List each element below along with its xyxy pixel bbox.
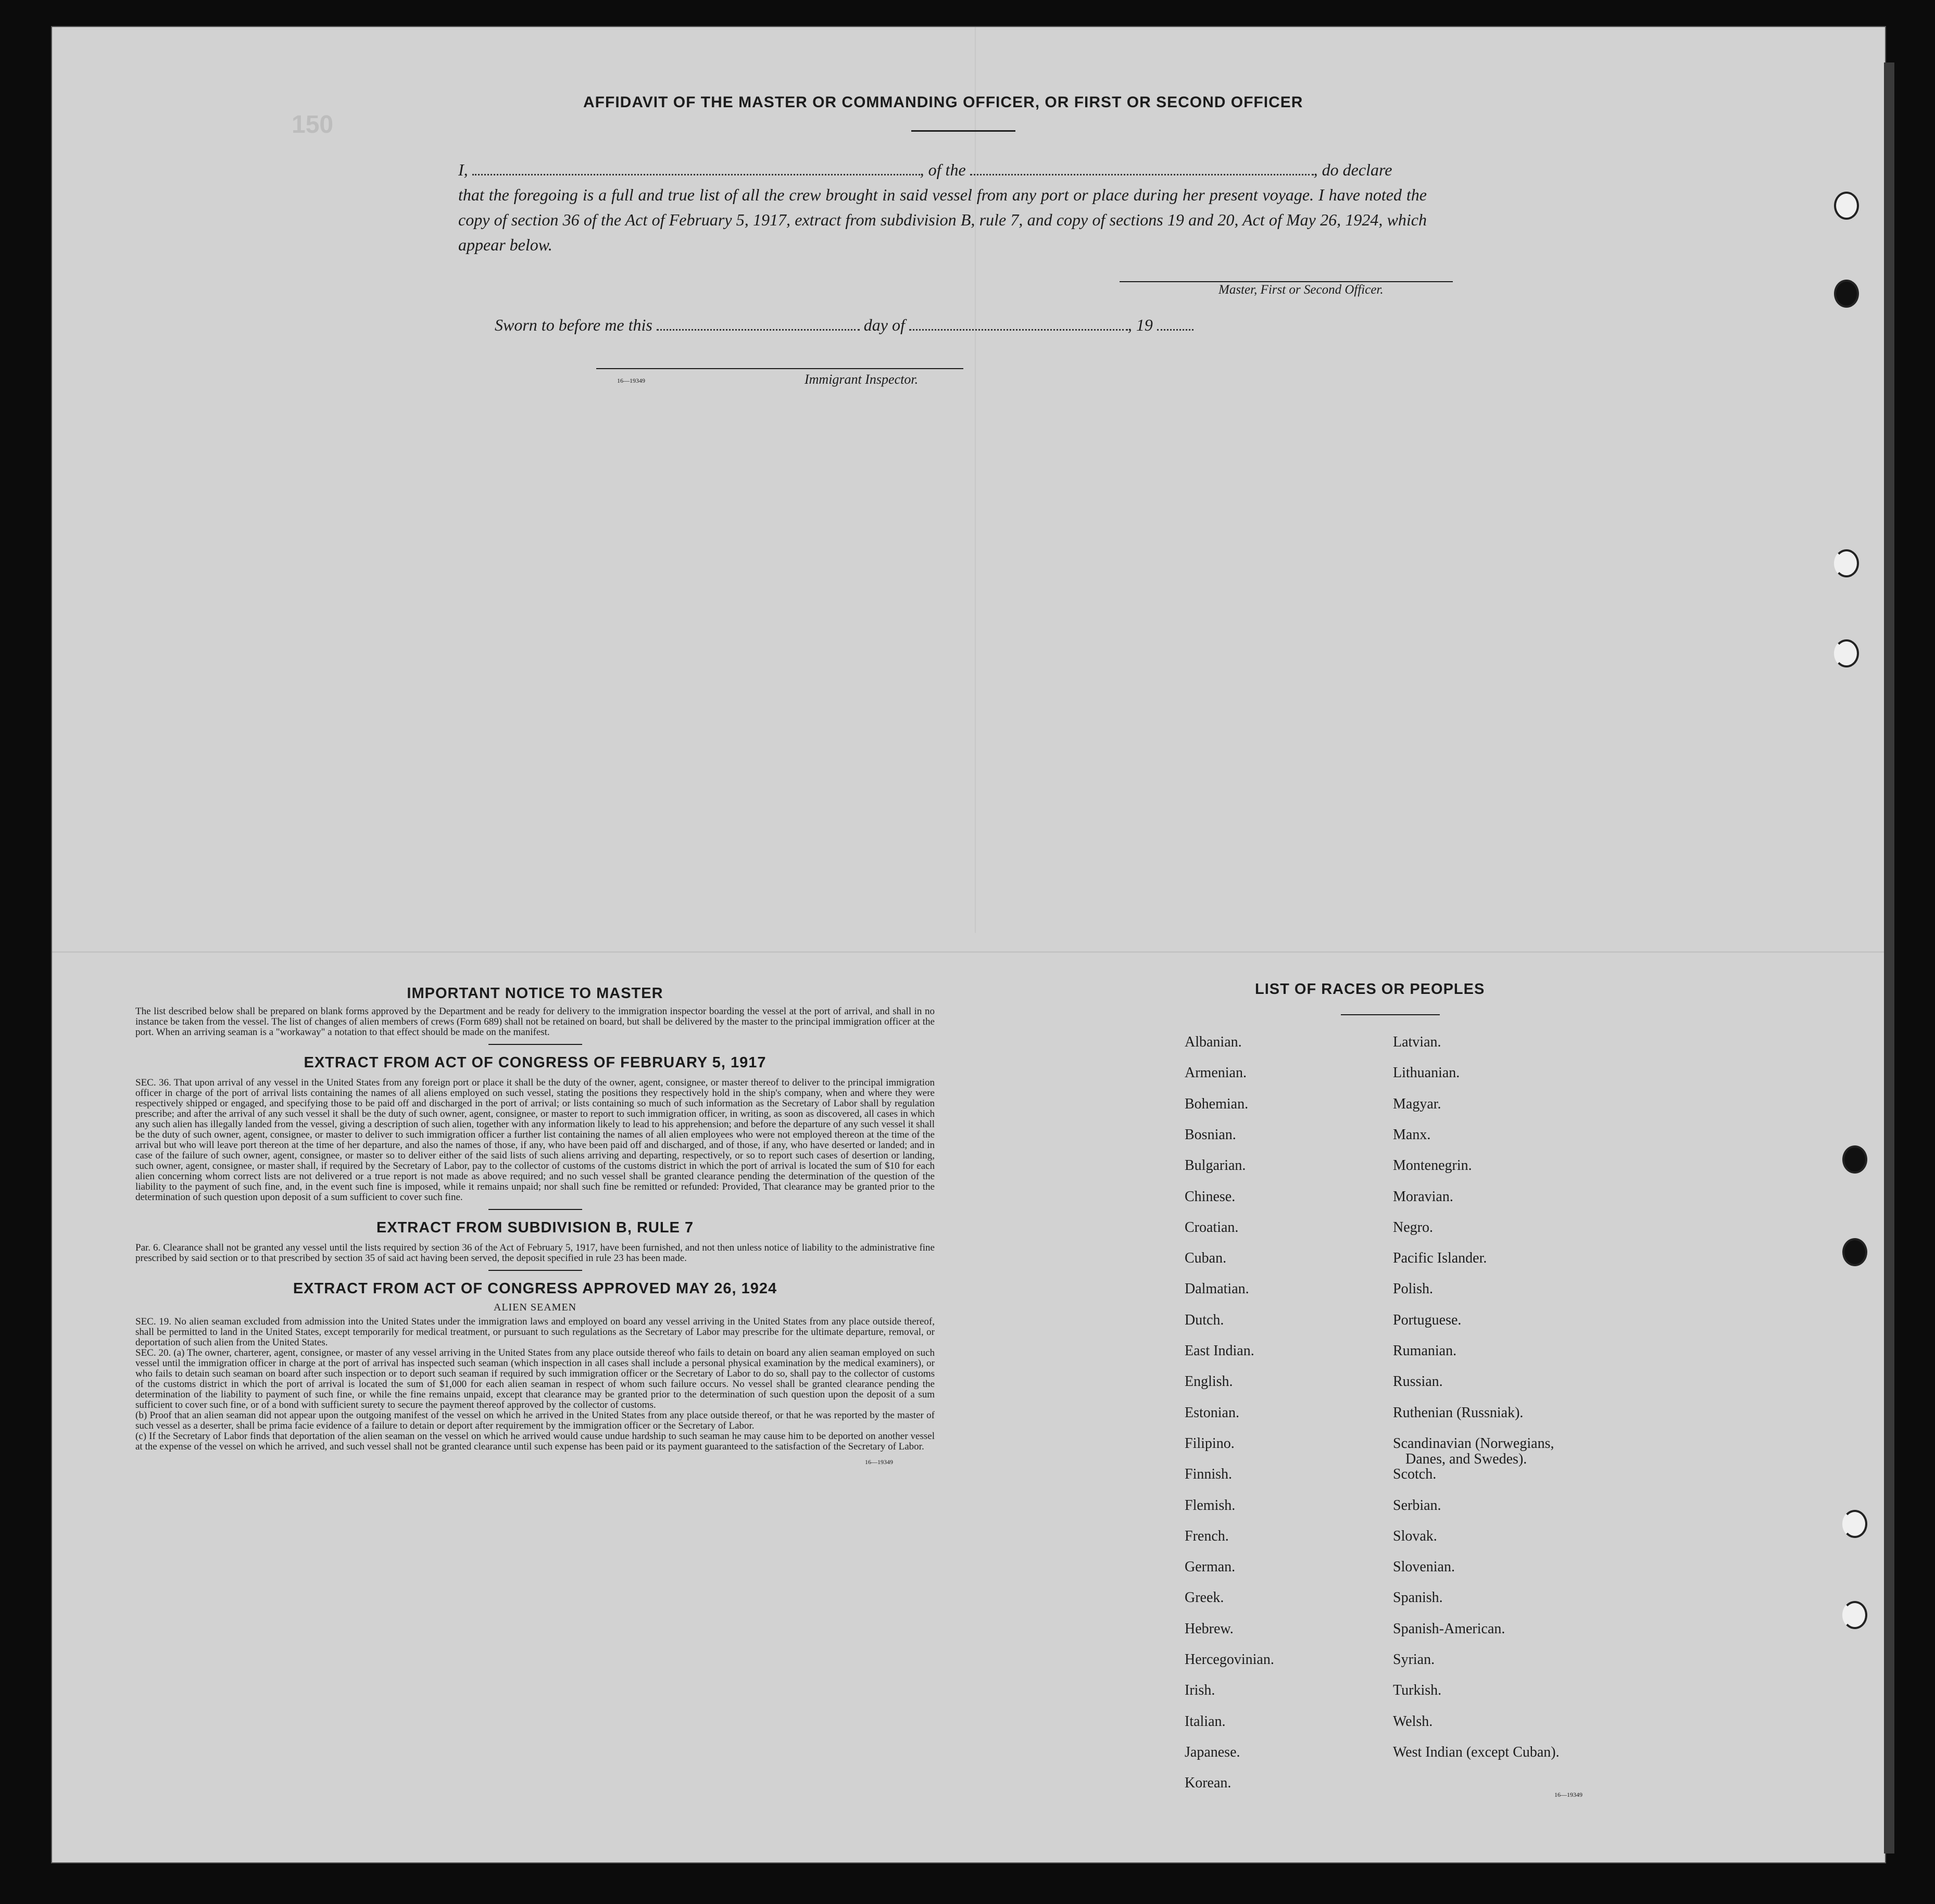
race-item: Serbian. (1393, 1497, 1441, 1514)
binding-hole-icon (1834, 639, 1859, 667)
sec20a-text: SEC. 20. (a) The owner, charterer, agent, consignee, or master of any vessel arriving in the United States from any place outside thereof who fails to detain on board any alien seaman employed on such vessel until the immigration officer in charge at the port of arrival has inspected such seaman (which inspection in all cases shall include a personal physical examination by the medical examiners), or who fails to detain such seaman on board after such inspection or to deport such seaman if required by such immigration officer or the Secretary of Labor to do so, shall pay to the collector of customs of the customs district in which the port of arrival is located the sum of $1,000 for each alien seaman in respect of whom such failure occurs. No vessel shall be granted clearance pending the determination of the liability to payment of such fine, or while the fine remains unpaid, except that clearance may be granted prior to the determination of such question upon the deposit of a sum sufficient to cover such fine, or of a bond with sufficient surety to secure the payment thereof approved by the collector of customs. (135, 1347, 935, 1410)
race-item: Cuban. (1185, 1250, 1227, 1267)
race-item: Russian. (1393, 1373, 1443, 1390)
sworn-month-field[interactable] (909, 313, 1128, 331)
race-item: Bohemian. (1185, 1095, 1249, 1112)
extract-1924-subtitle: ALIEN SEAMEN (493, 1302, 577, 1313)
declare-line-start: I, (458, 160, 468, 179)
race-item: French. (1185, 1528, 1229, 1544)
sworn-start: Sworn to before me this (495, 316, 652, 334)
race-item: Lithuanian. (1393, 1065, 1460, 1081)
extract-1917-rule (488, 1209, 582, 1210)
race-item: Japanese. (1185, 1744, 1240, 1760)
races-title: LIST OF RACES OR PEOPLES (1255, 981, 1485, 998)
race-item: Rumanian. (1393, 1343, 1457, 1359)
race-item: Portuguese. (1393, 1312, 1462, 1328)
race-item: Chinese. (1185, 1188, 1236, 1205)
notice-body: The list described below shall be prepared on blank forms approved by the Department and be ready for delivery to the immigration inspector boarding the vessel at the port of arrival, and shall in no instance be taken from the vessel. The list of changes of alien members of crews (Form 689) shall not be retained on board, but shall be delivered by the master to the principal immigration officer at the port. When an arriving seaman is a "workaway" a notation to that effect should be made on the manifest. (135, 1006, 935, 1038)
declare-line-mid: , of the (920, 160, 966, 179)
extract-form-number: 16—19349 (865, 1458, 893, 1466)
race-item: German. (1185, 1559, 1236, 1575)
inspector-label: Immigrant Inspector. (805, 372, 919, 387)
sworn-year-label: , 19 (1127, 316, 1153, 334)
title-rule (911, 130, 1015, 132)
race-item: Filipino. (1185, 1435, 1235, 1452)
races-form-number: 16—19349 (1554, 1791, 1582, 1798)
affidavit-declaration (458, 157, 1427, 257)
inspector-line[interactable] (596, 368, 963, 369)
affidavit-title: AFFIDAVIT OF THE MASTER OR COMMANDING OFFICER, OR FIRST OR SECOND OFFICER (583, 94, 1303, 111)
sworn-line (495, 312, 1193, 337)
race-item: Dutch. (1185, 1312, 1224, 1328)
race-item: Irish. (1185, 1682, 1215, 1699)
race-item: Moravian. (1393, 1188, 1453, 1205)
race-item: Korean. (1185, 1775, 1232, 1792)
extract-1917-title: EXTRACT FROM ACT OF CONGRESS OF FEBRUARY 5, 1917 (304, 1054, 767, 1071)
sworn-day-field[interactable] (657, 313, 860, 331)
race-item: Danes, and Swedes). (1405, 1451, 1527, 1467)
races-rule (1341, 1014, 1440, 1015)
binding-hole-icon (1834, 192, 1859, 220)
binding-hole-icon (1842, 1510, 1867, 1538)
page-number: 150 (292, 111, 334, 138)
notice-title: IMPORTANT NOTICE TO MASTER (407, 985, 663, 1002)
document-page (52, 27, 1885, 1862)
race-item: Latvian. (1393, 1034, 1441, 1050)
race-item: Polish. (1393, 1281, 1434, 1297)
race-item: Armenian. (1185, 1065, 1247, 1081)
race-item: Hebrew. (1185, 1620, 1234, 1637)
race-item: Finnish. (1185, 1466, 1233, 1483)
signature-label: Master, First or Second Officer. (1218, 283, 1384, 297)
vessel-field[interactable] (970, 158, 1314, 175)
page-edge (1884, 62, 1894, 1853)
race-item: Spanish-American. (1393, 1620, 1505, 1637)
extract-rule7-rule (488, 1270, 582, 1271)
race-item: Montenegrin. (1393, 1157, 1472, 1174)
race-item: Hercegovinian. (1185, 1651, 1274, 1668)
race-item: Magyar. (1393, 1095, 1441, 1112)
binding-hole-icon (1842, 1601, 1867, 1629)
binding-hole-icon (1834, 549, 1859, 577)
race-item: Croatian. (1185, 1219, 1239, 1235)
extract-1924-title: EXTRACT FROM ACT OF CONGRESS APPROVED MAY 26, 1924 (293, 1280, 777, 1297)
affidavit-body: that the foregoing is a full and true list of all the crew brought in said vessel from any port or place during her present voyage. I have noted the copy of section 36 of the Act of February 5, 1917, extract from subdivision B, rule 7, and copy of sections 19 and 20, Act of May 26, 1924, which appear below. (458, 185, 1427, 254)
extract-1917-body: SEC. 36. That upon arrival of any vessel in the United States from any foreign port or place it shall be the duty of the owner, agent, consignee, or master thereof to deliver to the principal immigration officer in charge of the port of arrival lists containing the names of all aliens employed on such vessel, stating the positions they respectively hold in the ship's company, when and where they were respectively shipped or engaged, and specifying those to be paid off and discharged in the port of arrival; or lists containing so much of such information as the Secretary of Labor shall by regulation prescribe; and after the arrival of any such vessel it shall be the duty of such owner, agent, consignee, or master to report to such immigration officer, in writing, as soon as discovered, all cases in which any such alien has illegally landed from the vessel, giving a description of such alien, together with any information likely to lead to his apprehension; and before the departure of any such vessel it shall be the duty of such owner, agent, consignee, or master to deliver to such immigration officer a further list containing the names of all alien employees who were not employed thereon at the time of the arrival but who will leave port thereon at the time of her departure, and also the names of those, if any, who have been paid off and discharged, and of those, if any, who have deserted or landed; and in case of the failure of such owner, agent, consignee, or master so to deliver either of the said lists of such aliens arriving and departing, respectively, or so to report such cases of desertion or landing, such owner, agent, consignee, or master shall, if required by the Secretary of Labor, pay to the collector of customs of the customs district in which the port of arrival is located the sum of $10 for each alien concerning whom correct lists are not delivered or a true report is not made as above required; and no such vessel shall be granted clearance pending the determination of the question of the liability to the payment of such fine, and, in the event such fine is imposed, while it remains unpaid; nor shall such fine be remitted or refunded: Provided, That clearance may be granted prior to the determination of such question upon deposit of a sum sufficient to cover such fine. (135, 1077, 935, 1203)
sworn-year-field[interactable] (1157, 313, 1193, 331)
race-item: Scandinavian (Norwegians, (1393, 1435, 1554, 1452)
race-item: Bosnian. (1185, 1126, 1236, 1143)
race-item: Negro. (1393, 1219, 1433, 1235)
race-item: Turkish. (1393, 1682, 1442, 1699)
race-item: Spanish. (1393, 1590, 1443, 1606)
race-item: Manx. (1393, 1126, 1431, 1143)
race-item: Albanian. (1185, 1034, 1242, 1050)
race-item: Welsh. (1393, 1713, 1433, 1730)
race-item: Flemish. (1185, 1497, 1236, 1514)
name-field[interactable] (472, 158, 920, 175)
race-item: Ruthenian (Russniak). (1393, 1404, 1524, 1421)
binding-hole-icon (1842, 1145, 1867, 1174)
race-item: West Indian (except Cuban). (1393, 1744, 1560, 1760)
notice-rule (488, 1044, 582, 1045)
sworn-day-label: day of (863, 316, 905, 334)
extract-rule7-body: Par. 6. Clearance shall not be granted any vessel until the lists required by section 36 of the Act of February 5, 1917, have been furnished, and not then unless notice of liability to the administrative fine prescribed by said section or to that prescribed by section 35 of said act having been served, the deposit specified in rule 23 has been made. (135, 1242, 935, 1264)
declare-line-end: , do declare (1313, 160, 1392, 179)
race-item: Bulgarian. (1185, 1157, 1246, 1174)
race-item: Slovenian. (1393, 1559, 1455, 1575)
race-item: Pacific Islander. (1393, 1250, 1487, 1267)
binding-hole-icon (1842, 1238, 1867, 1266)
race-item: Syrian. (1393, 1651, 1435, 1668)
sec19-text: SEC. 19. No alien seaman excluded from admission into the United States under the immigration laws and employed on board any vessel arriving in the United States from any place outside thereof, shall be permitted to land in the United States, except temporarily for medical treatment, or pursuant to such regulations as the Secretary of Labor may prescribe for the ultimate departure, removal, or deportation of such alien from the United States. (135, 1316, 935, 1348)
affidavit-form-number: 16—19349 (617, 377, 645, 384)
race-item: Greek. (1185, 1590, 1224, 1606)
race-item: Italian. (1185, 1713, 1226, 1730)
race-item: English. (1185, 1373, 1233, 1390)
extract-rule7-title: EXTRACT FROM SUBDIVISION B, RULE 7 (376, 1219, 694, 1236)
horizontal-fold (52, 951, 1885, 953)
binding-hole-icon (1834, 280, 1859, 308)
race-item: Dalmatian. (1185, 1281, 1249, 1297)
race-item: Estonian. (1185, 1404, 1239, 1421)
legal-column (135, 985, 935, 1466)
race-item: East Indian. (1185, 1343, 1254, 1359)
sec20c-text: (c) If the Secretary of Labor finds that deportation of the alien seaman on the vessel on which he arrived would cause undue hardship to such seaman he may cause him to be deported on another vessel at the expense of the vessel on which he arrived, and such vessel shall not be granted clearance until such expense has been paid or its payment guaranteed to the satisfaction of the Secretary of Labor. (135, 1431, 935, 1452)
race-item: Slovak. (1393, 1528, 1437, 1544)
sec20b-text: (b) Proof that an alien seaman did not appear upon the outgoing manifest of the vessel on which he arrived in the United States from any place outside thereof, or that he was reported by the master of such vessel as a deserter, shall be prima facie evidence of a failure to detain or deport after requirement by the immigration officer or the Secretary of Labor. (135, 1410, 935, 1431)
race-item: Scotch. (1393, 1466, 1437, 1483)
